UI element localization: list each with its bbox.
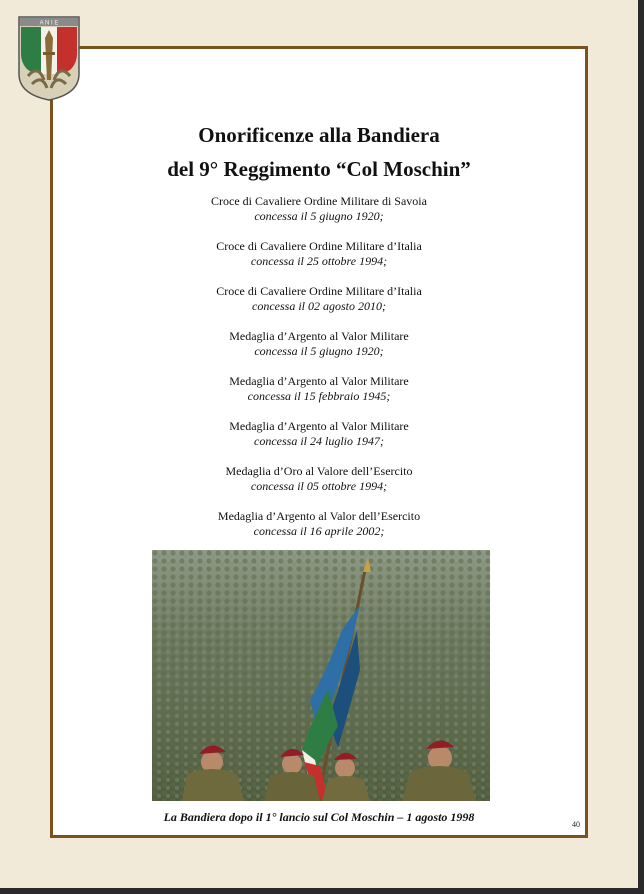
flag-ceremony-photo [152, 550, 490, 801]
honor-date: concessa il 02 agosto 2010; [252, 298, 386, 313]
honor-date: concessa il 25 ottobre 1994; [250, 253, 388, 268]
honor-date: concessa il 15 febbraio 1945; [247, 388, 391, 403]
honor-item [53, 374, 585, 419]
honor-award: Medaglia d’Argento al Valor Militare [229, 374, 409, 388]
honor-date: concessa il 16 aprile 2002; [253, 523, 385, 538]
regiment-emblem-icon [16, 14, 82, 102]
honor-date: concessa il 5 giugno 1920; [254, 343, 384, 358]
title-line-1: Onorificenze alla Bandiera [198, 123, 440, 147]
honor-award: Medaglia d’Argento al Valor Militare [229, 329, 409, 343]
page-number: 40 [572, 820, 580, 829]
honor-item [53, 284, 585, 329]
page-title [53, 118, 585, 186]
honors-list [53, 194, 585, 554]
honor-date: concessa il 5 giugno 1920; [254, 208, 384, 223]
svg-text:A N I E: A N I E [39, 20, 59, 27]
honor-award: Croce di Cavaliere Ordine Militare d’Italia [216, 284, 422, 298]
title-line-2: del 9° Reggimento “Col Moschin” [167, 157, 471, 181]
honor-item [53, 464, 585, 509]
photo-caption: La Bandiera dopo il 1° lancio sul Col Moschin – 1 agosto 1998 [163, 810, 475, 824]
honor-date: concessa il 05 ottobre 1994; [250, 478, 388, 493]
honor-item [53, 419, 585, 464]
window-edge-bottom [0, 888, 644, 894]
honor-date: concessa il 24 luglio 1947; [254, 433, 384, 448]
honor-item [53, 329, 585, 374]
honor-item [53, 509, 585, 554]
honor-item [53, 194, 585, 239]
honor-award: Croce di Cavaliere Ordine Militare di Savoia [211, 194, 427, 208]
honor-award: Medaglia d’Oro al Valore dell’Esercito [225, 464, 413, 478]
window-edge-right [638, 0, 644, 894]
honor-item [53, 239, 585, 284]
honor-award: Medaglia d’Argento al Valor Militare [229, 419, 409, 433]
honor-award: Croce di Cavaliere Ordine Militare d’Italia [216, 239, 422, 253]
honor-award: Medaglia d’Argento al Valor dell’Esercito [217, 509, 421, 523]
